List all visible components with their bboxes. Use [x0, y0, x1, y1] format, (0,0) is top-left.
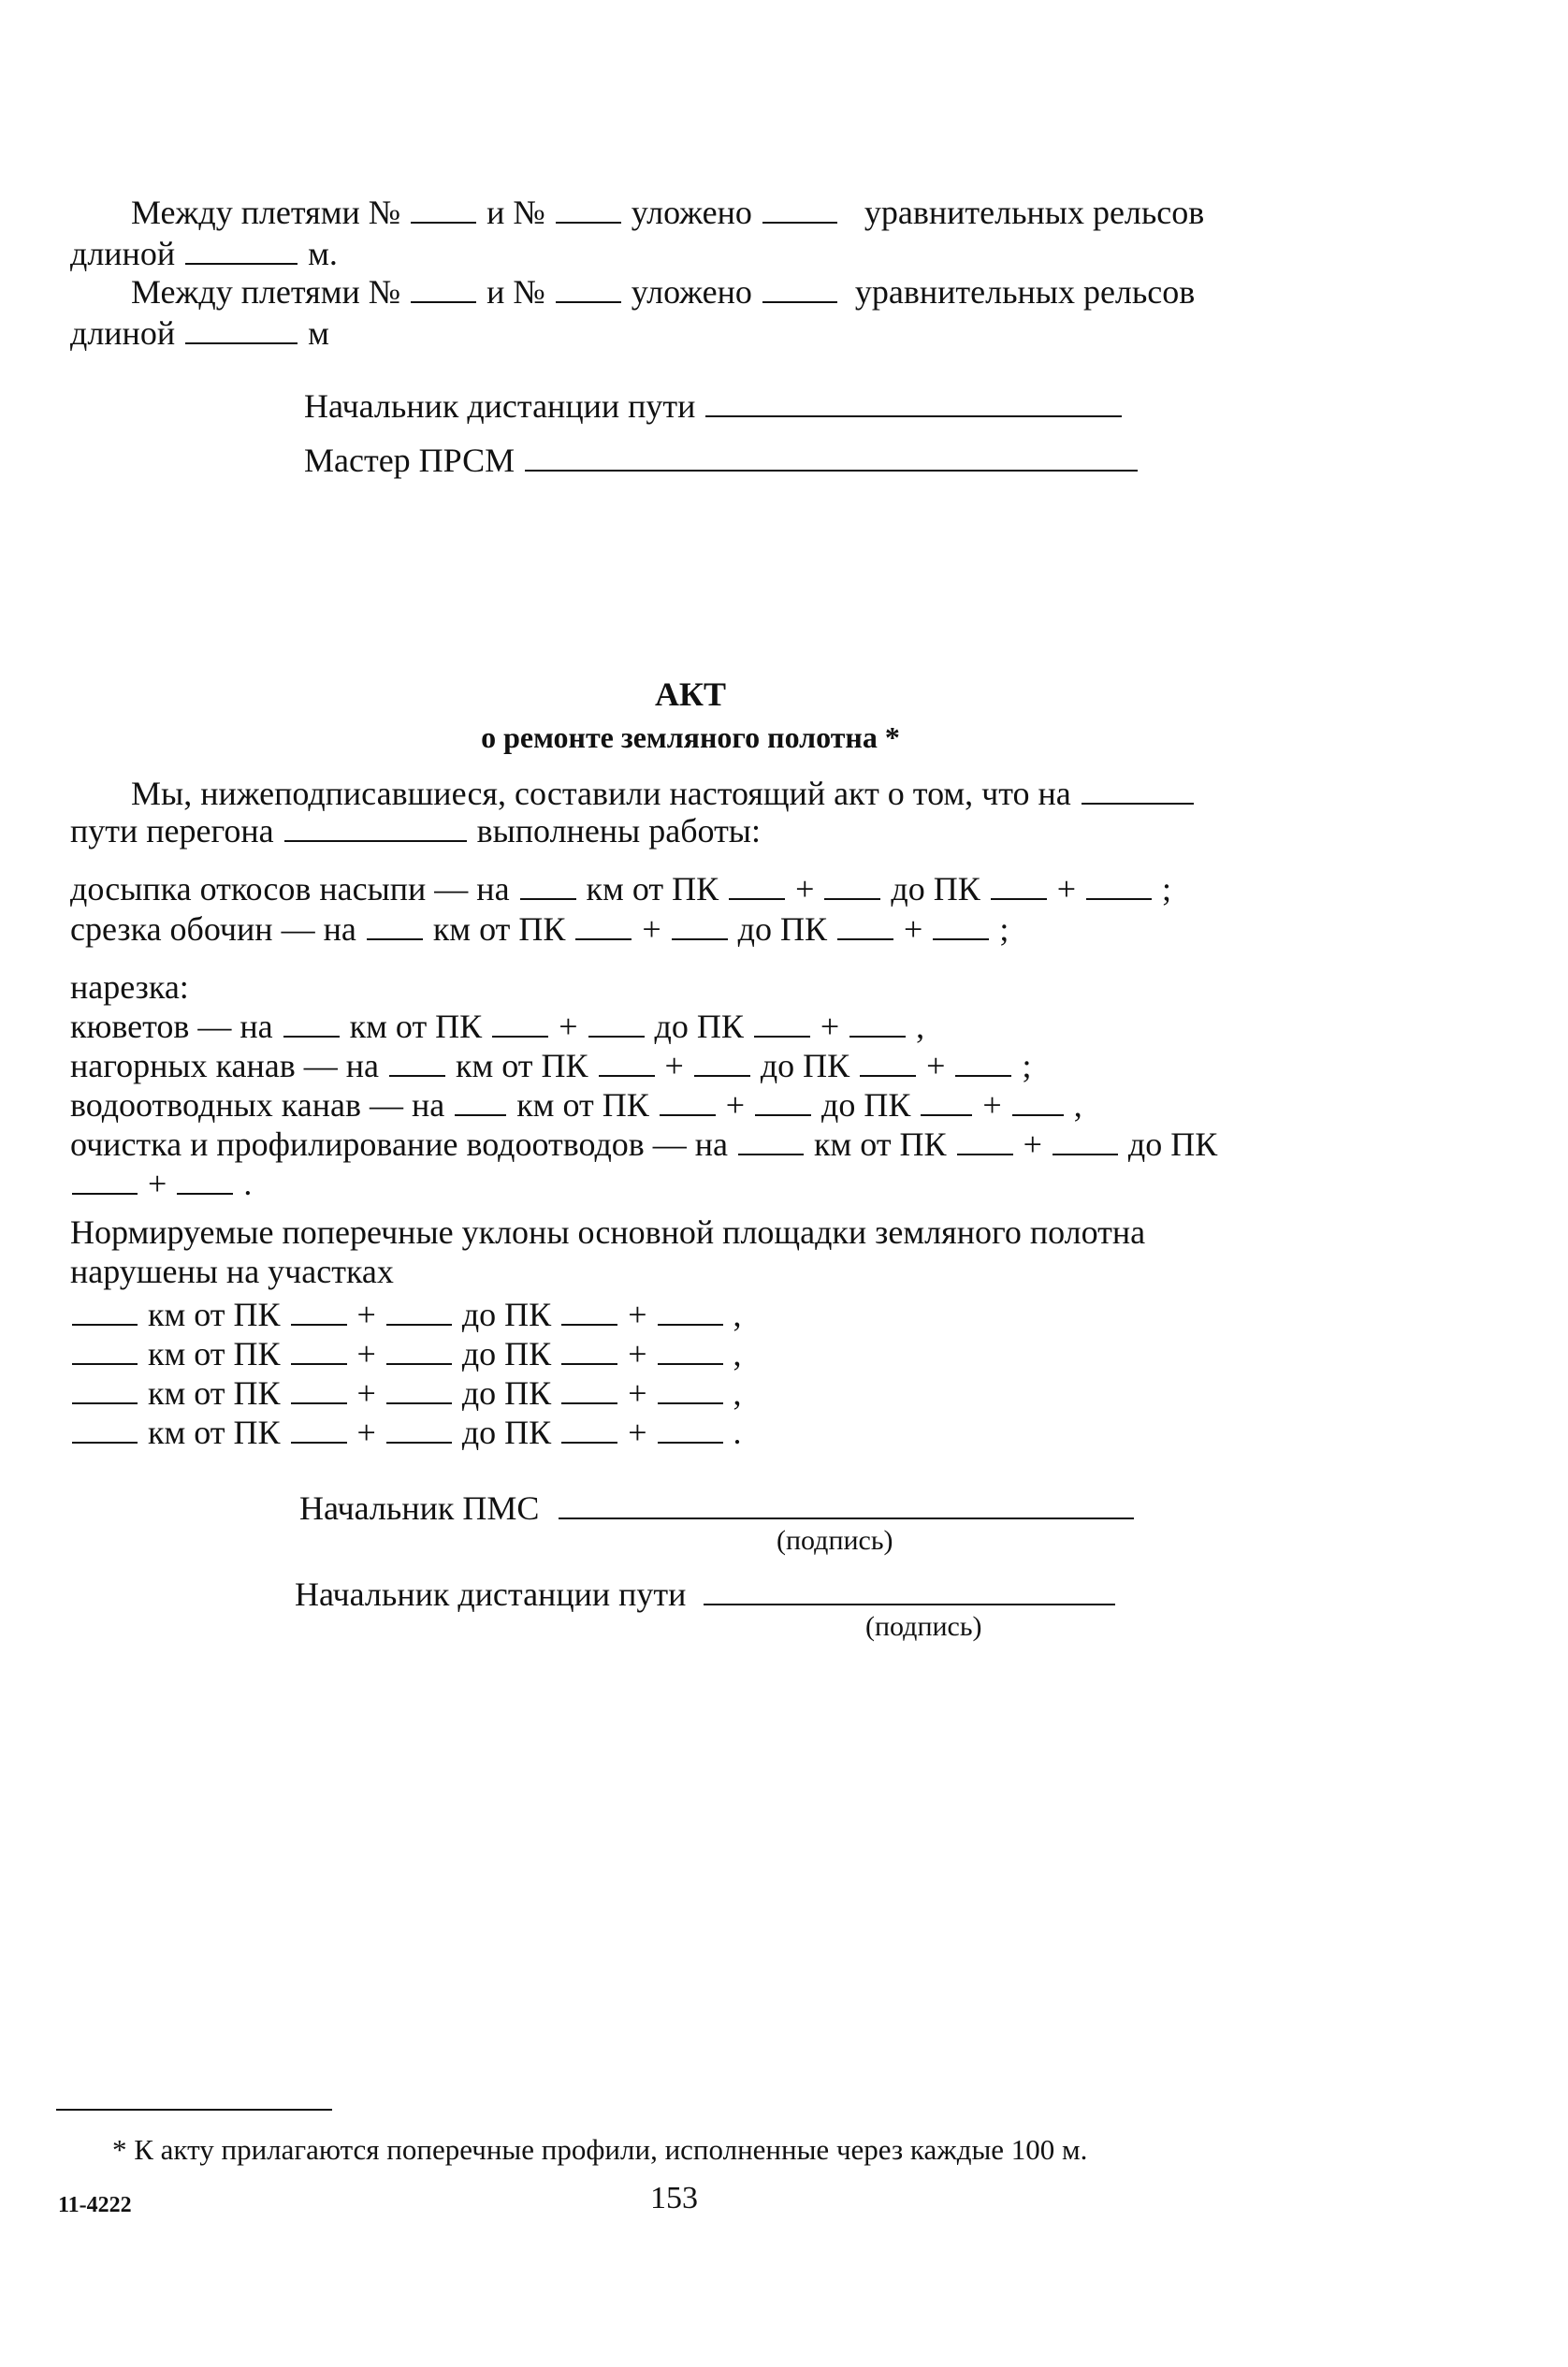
signature-caption: (подпись) — [777, 1525, 893, 1556]
signature-distance-head: Начальник дистанции пути — [304, 385, 1124, 427]
work-row-drainage-ditches: водоотводных канав — на км от ПК + до ПК + , — [70, 1086, 1082, 1124]
norm-text-2: нарушены на участках — [70, 1253, 394, 1290]
work-row-ditches: кюветов — на км от ПК + до ПК + , — [70, 1008, 925, 1045]
rails-line-3: Между плетями № и № уложено уравнительных рельсов — [131, 273, 1196, 311]
segment-row: км от ПК + до ПК + , — [70, 1294, 742, 1335]
signature-distance-head-act: Начальник дистанции пути — [295, 1574, 1117, 1615]
norm-text-1: Нормируемые поперечные уклоны основной площадки земляного полотна — [70, 1213, 1146, 1251]
work-row-cleaning: очистка и профилирование водоотводов — на км от ПК + до ПК — [70, 1125, 1218, 1163]
work-row-upland-ditches: нагорных канав — на км от ПК + до ПК + ; — [70, 1047, 1032, 1084]
work-row-embankment: досыпка откосов насыпи — на км от ПК + до ПК + ; — [70, 870, 1172, 908]
work-row-shoulders: срезка обочин — на км от ПК + до ПК + ; — [70, 910, 1009, 948]
rails-line-1: Между плетями № и № уложено уравнительных рельсов — [131, 194, 1205, 231]
segment-row: км от ПК + до ПК + . — [70, 1412, 742, 1453]
rails-line-2: длиной м. — [70, 235, 338, 272]
work-heading-cutting: нарезка: — [70, 968, 189, 1006]
signature-master: Мастер ПРСМ — [304, 440, 1140, 481]
segment-row: км от ПК + до ПК + , — [70, 1372, 742, 1414]
act-intro-2: пути перегона выполнены работы: — [70, 812, 761, 850]
print-code: 11-4222 — [58, 2193, 132, 2217]
rails-line-4: длиной м — [70, 314, 329, 352]
page-number: 153 — [650, 2181, 698, 2215]
work-row-cleaning-cont: + . — [70, 1163, 252, 1204]
signature-caption: (подпись) — [865, 1611, 982, 1642]
act-title: АКТ — [654, 675, 727, 713]
footnote-rule — [56, 2109, 332, 2111]
act-subtitle: о ремонте земляного полотна * — [481, 720, 900, 754]
act-intro-1: Мы, нижеподписавшиеся, составили настоящий акт о том, что на — [131, 773, 1196, 814]
signature-pms-head: Начальник ПМС — [299, 1488, 1136, 1529]
segment-row: км от ПК + до ПК + , — [70, 1333, 742, 1374]
footnote: * К акту прилагаются поперечные профили, исполненные через каждые 100 м. — [112, 2133, 1088, 2166]
